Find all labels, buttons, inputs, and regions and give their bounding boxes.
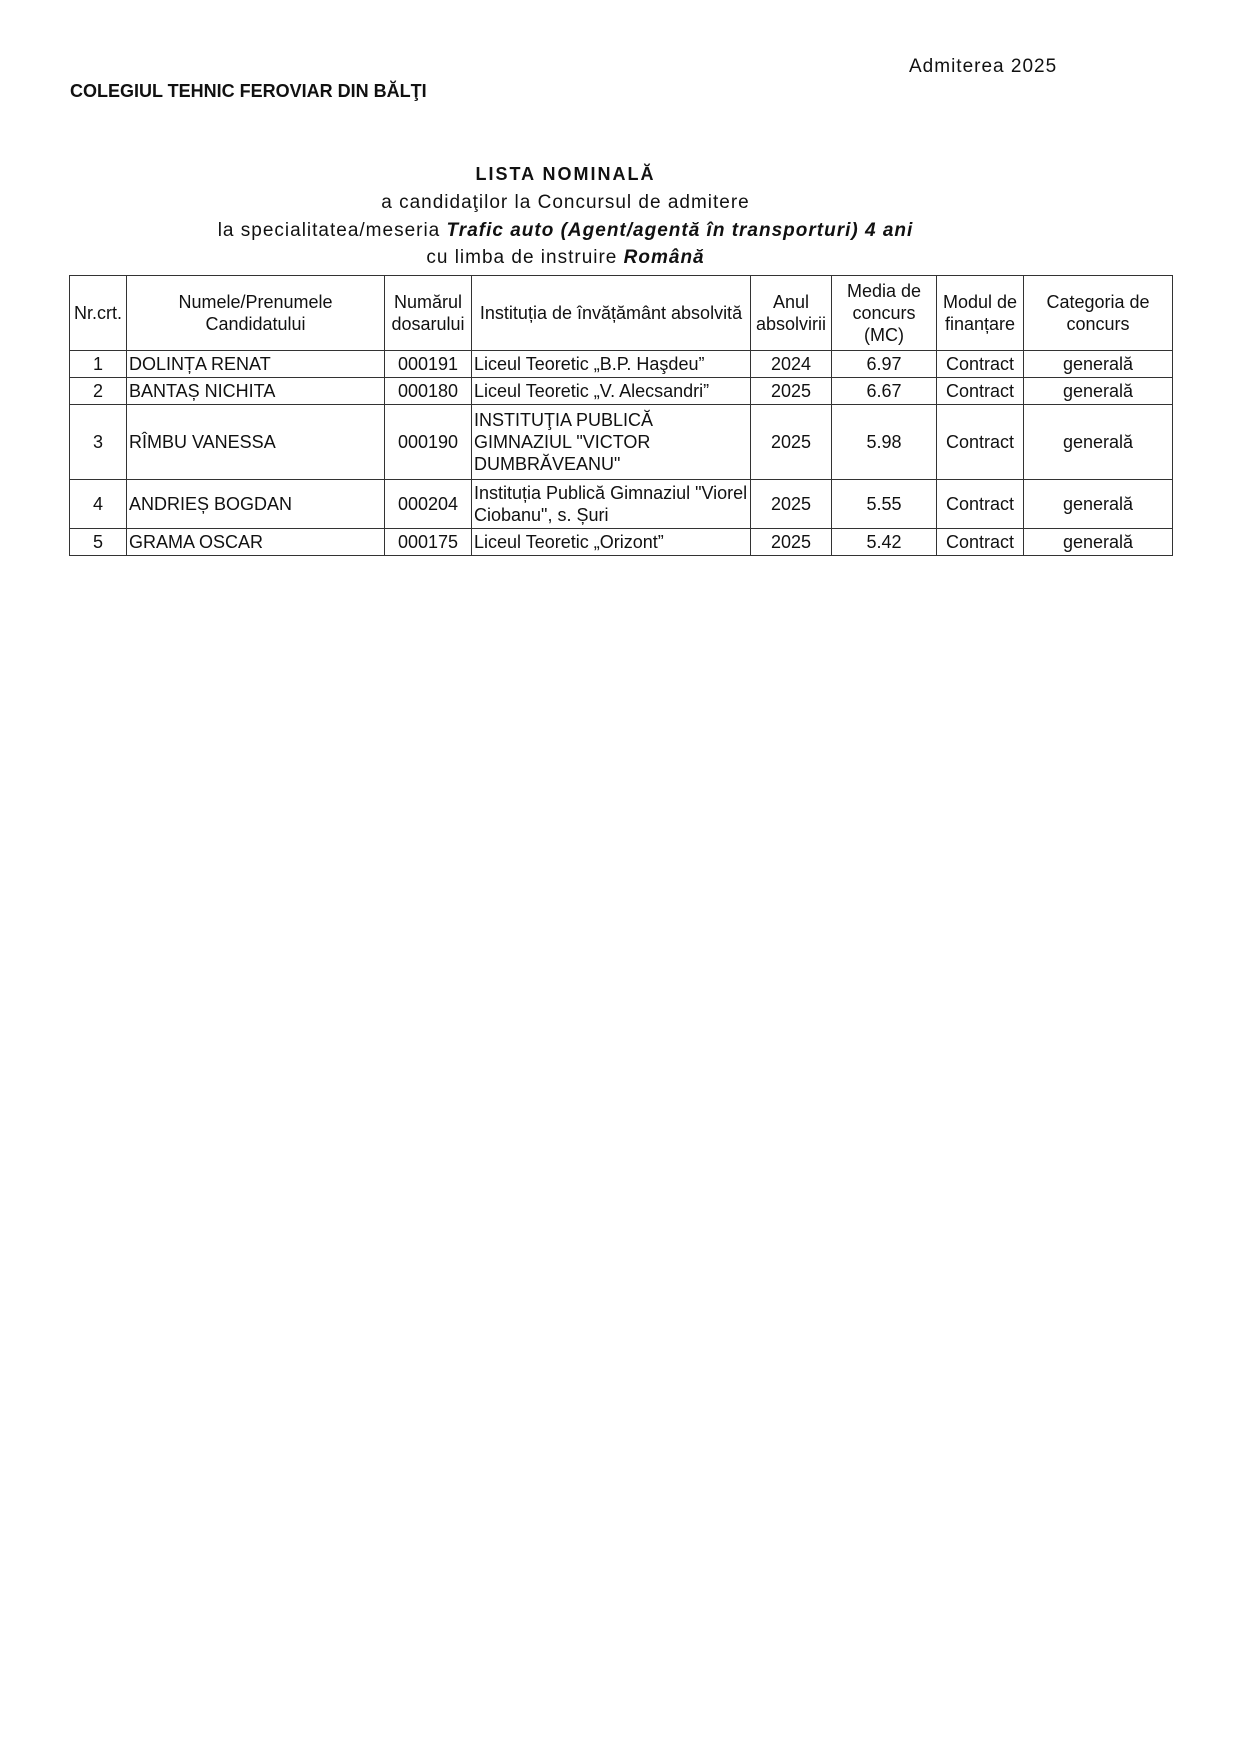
cell-average: 6.67	[832, 378, 937, 405]
cell-file-no: 000190	[385, 405, 472, 480]
cell-institution: Liceul Teoretic „Orizont”	[472, 529, 751, 556]
cell-category: generală	[1024, 378, 1173, 405]
cell-name: DOLINȚA RENAT	[127, 351, 385, 378]
cell-average: 5.98	[832, 405, 937, 480]
cell-nr: 1	[70, 351, 127, 378]
language-prefix: cu limba de instruire	[426, 247, 624, 268]
column-header-nr: Nr.crt.	[70, 276, 127, 351]
cell-category: generală	[1024, 405, 1173, 480]
specialty-name: Trafic auto (Agent/agentă în transporturi) 4 ani	[446, 220, 914, 241]
cell-nr: 2	[70, 378, 127, 405]
cell-institution: Liceul Teoretic „B.P. Haşdeu”	[472, 351, 751, 378]
column-header-file-no: Numărul dosarului	[385, 276, 472, 351]
cell-institution: Instituția Publică Gimnaziul "Viorel Ciobanu", s. Șuri	[472, 480, 751, 529]
table-row	[70, 378, 1173, 405]
table-row	[70, 529, 1173, 556]
cell-file-no: 000204	[385, 480, 472, 529]
column-header-institution: Instituția de învățământ absolvită	[472, 276, 751, 351]
cell-category: generală	[1024, 529, 1173, 556]
cell-file-no: 000180	[385, 378, 472, 405]
cell-year: 2025	[751, 480, 832, 529]
column-header-average: Media de concurs (MC)	[832, 276, 937, 351]
cell-year: 2025	[751, 529, 832, 556]
cell-nr: 4	[70, 480, 127, 529]
cell-funding: Contract	[937, 480, 1024, 529]
language-name: Română	[623, 247, 705, 268]
cell-year: 2024	[751, 351, 832, 378]
candidates-table	[69, 275, 1173, 556]
column-header-year: Anul absolvirii	[751, 276, 832, 351]
cell-name: BANTAȘ NICHITA	[127, 378, 385, 405]
admission-year-label: Admiterea 2025	[909, 56, 1058, 77]
cell-average: 6.97	[832, 351, 937, 378]
cell-average: 5.42	[832, 529, 937, 556]
language-line	[0, 247, 1131, 269]
cell-nr: 3	[70, 405, 127, 480]
cell-funding: Contract	[937, 378, 1024, 405]
list-title: LISTA NOMINALĂ	[475, 164, 656, 184]
cell-name: RÎMBU VANESSA	[127, 405, 385, 480]
table-row	[70, 405, 1173, 480]
college-name: COLEGIUL TEHNIC FEROVIAR DIN BĂLŢI	[70, 81, 427, 101]
cell-funding: Contract	[937, 405, 1024, 480]
cell-average: 5.55	[832, 480, 937, 529]
cell-file-no: 000191	[385, 351, 472, 378]
table-row	[70, 351, 1173, 378]
list-subtitle: a candidaţilor la Concursul de admitere	[381, 192, 750, 213]
column-header-funding: Modul de finanțare	[937, 276, 1024, 351]
cell-category: generală	[1024, 351, 1173, 378]
specialty-prefix: la specialitatea/meseria	[217, 220, 447, 241]
specialty-line	[0, 220, 1131, 242]
cell-funding: Contract	[937, 529, 1024, 556]
cell-institution: INSTITUŢIA PUBLICĂ GIMNAZIUL "VICTOR DUMBRĂVEANU"	[472, 405, 751, 480]
cell-nr: 5	[70, 529, 127, 556]
cell-year: 2025	[751, 378, 832, 405]
column-header-name: Numele/Prenumele Candidatului	[127, 276, 385, 351]
cell-year: 2025	[751, 405, 832, 480]
cell-funding: Contract	[937, 351, 1024, 378]
cell-name: ANDRIEȘ BOGDAN	[127, 480, 385, 529]
cell-institution: Liceul Teoretic „V. Alecsandri”	[472, 378, 751, 405]
table-row	[70, 480, 1173, 529]
cell-file-no: 000175	[385, 529, 472, 556]
table-header-row	[70, 276, 1173, 351]
cell-category: generală	[1024, 480, 1173, 529]
column-header-category: Categoria de concurs	[1024, 276, 1173, 351]
cell-name: GRAMA OSCAR	[127, 529, 385, 556]
